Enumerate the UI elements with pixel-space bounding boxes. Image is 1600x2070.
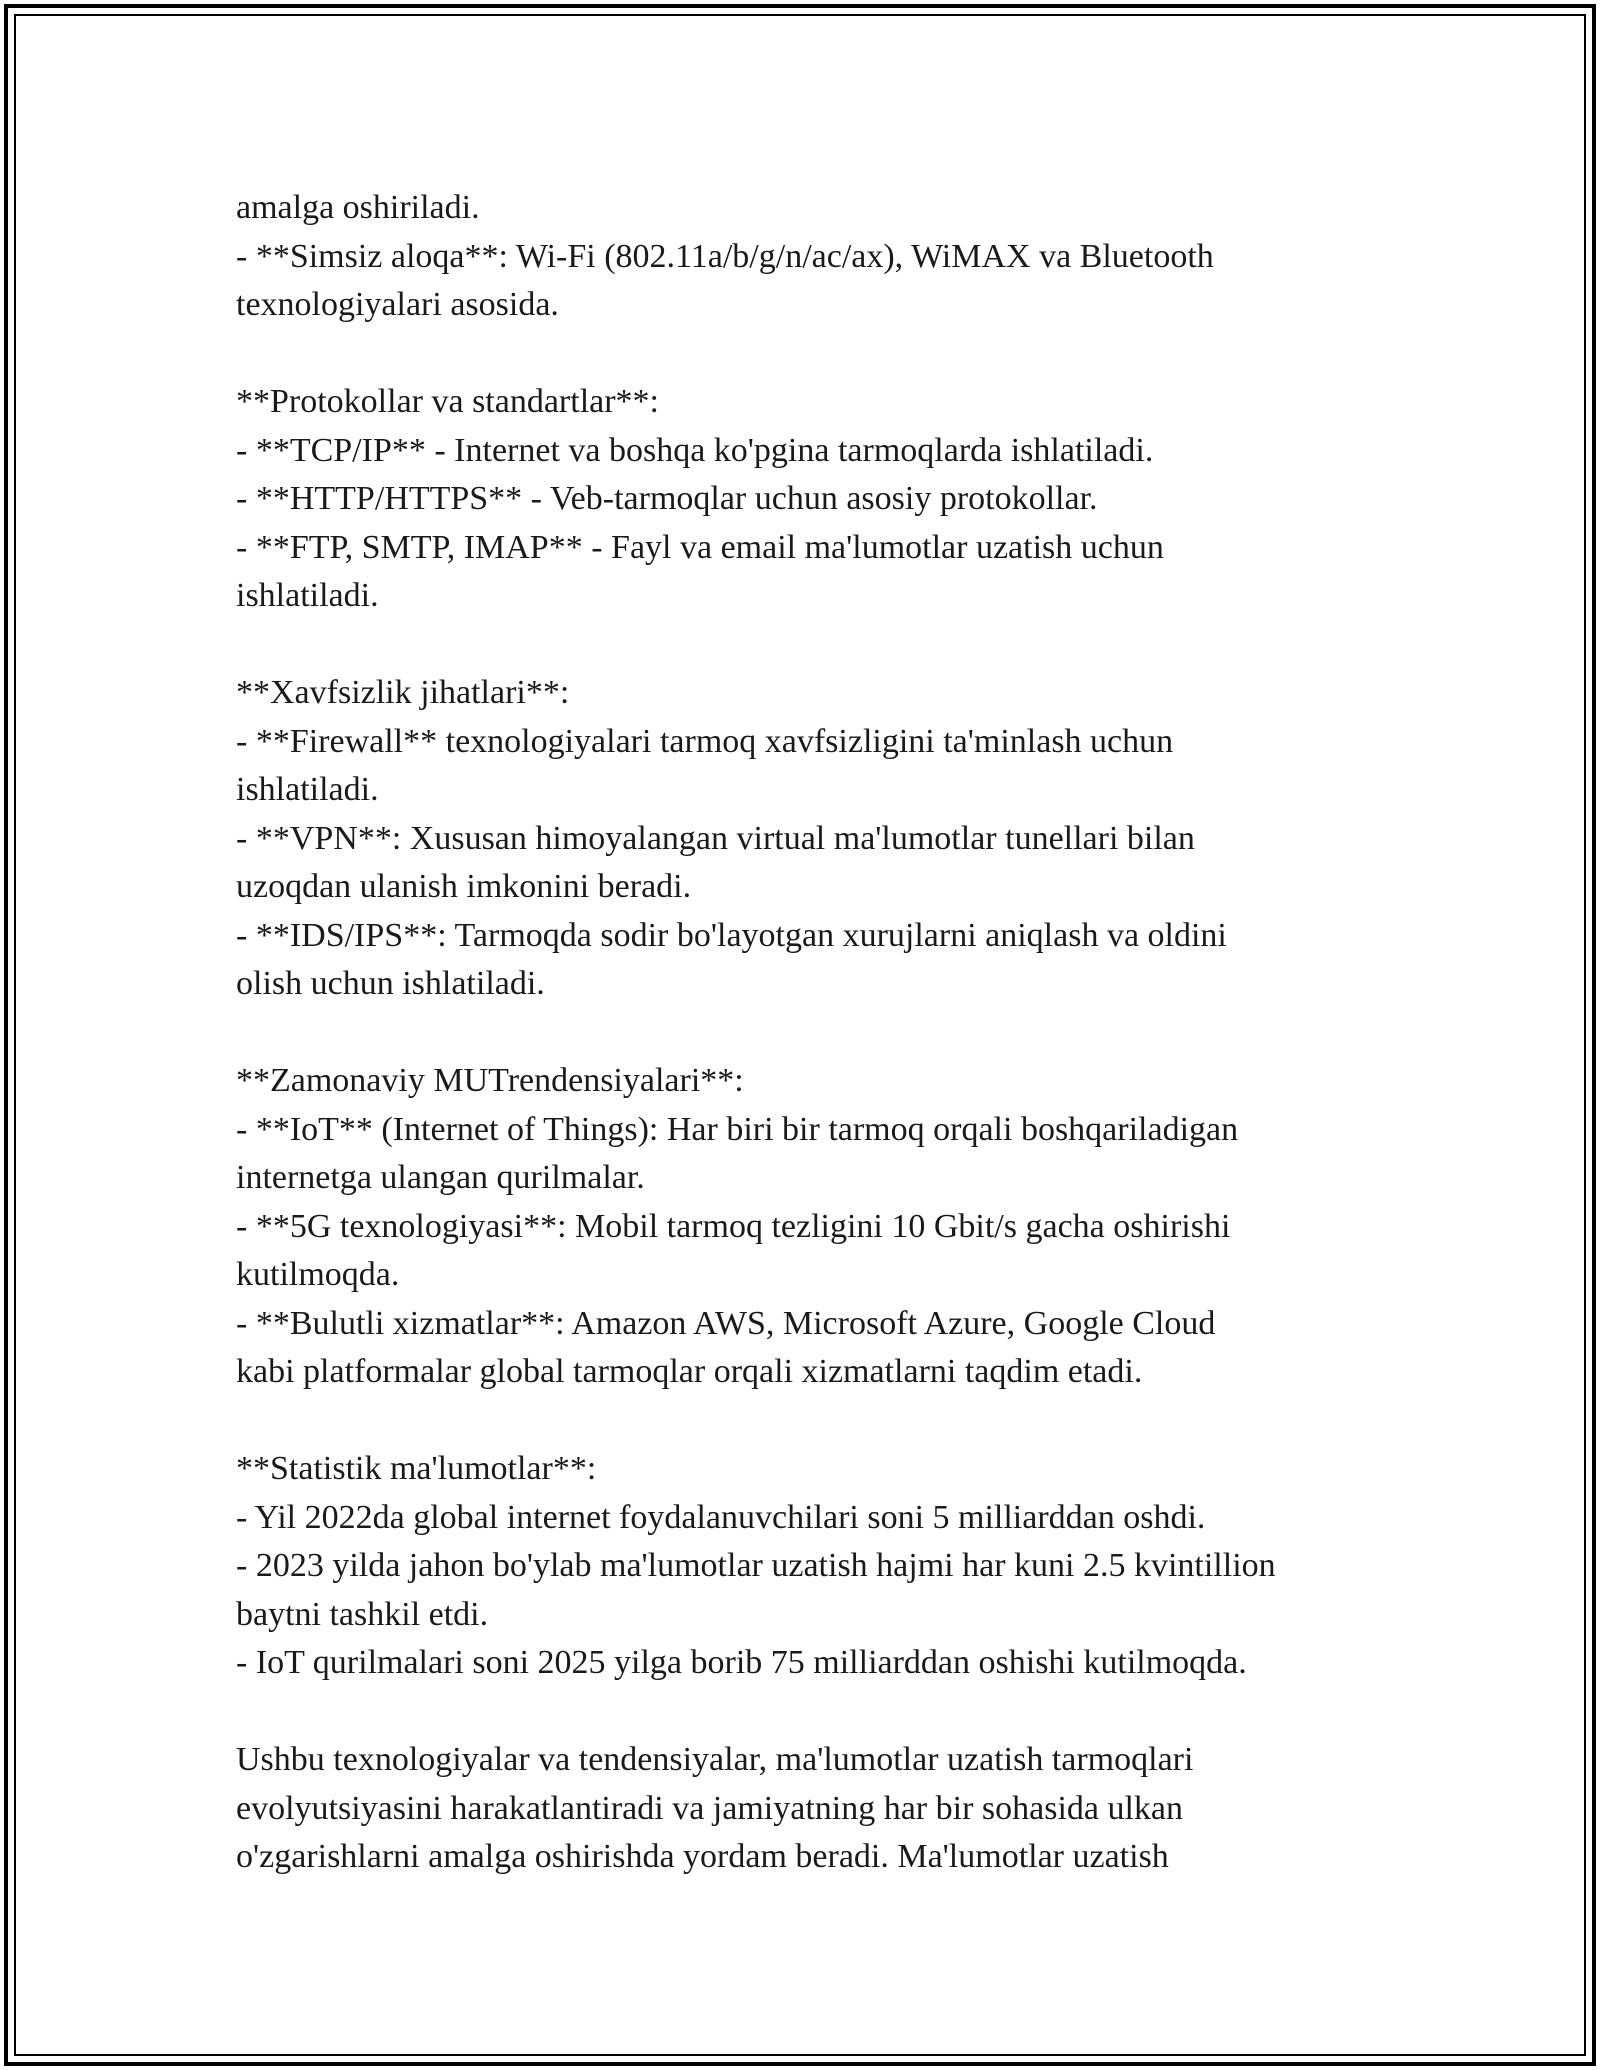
text-line: - Yil 2022da global internet foydalanuvchilari soni 5 milliarddan oshdi. bbox=[236, 1498, 1206, 1536]
paragraph-gap bbox=[236, 330, 1386, 379]
text-line: - **Firewall** texnologiyalari tarmoq xavfsizligini ta'minlash uchun bbox=[236, 722, 1174, 760]
text-line: **Statistik ma'lumotlar**: bbox=[236, 1450, 597, 1487]
text-line: o'zgarishlarni amalga oshirishda yordam beradi. Ma'lumotlar uzatish bbox=[236, 1838, 1169, 1875]
text-line: **Xavfsizlik jihatlari**: bbox=[236, 674, 570, 711]
text-line: - **HTTP/HTTPS** - Veb-tarmoqlar uchun asosiy protokollar. bbox=[236, 480, 1098, 517]
text-line: ishlatiladi. bbox=[236, 577, 379, 614]
text-line: - **FTP, SMTP, IMAP** - Fayl va email ma'lumotlar uzatish uchun bbox=[236, 528, 1164, 566]
text-line: - **5G texnologiyasi**: Mobil tarmoq tezligini 10 Gbit/s gacha oshirishi bbox=[236, 1207, 1231, 1245]
text-line: internetga ulangan qurilmalar. bbox=[236, 1159, 645, 1196]
paragraph-gap bbox=[236, 1397, 1386, 1446]
text-line: - **TCP/IP** - Internet va boshqa ko'pgina tarmoqlarda ishlatiladi. bbox=[236, 431, 1154, 469]
text-line: baytni tashkil etdi. bbox=[236, 1595, 489, 1633]
paragraph-gap bbox=[236, 1009, 1386, 1058]
document-body bbox=[236, 184, 1386, 1882]
text-line: kabi platformalar global tarmoqlar orqali xizmatlarni taqdim etadi. bbox=[236, 1353, 1143, 1390]
text-line: olish uchun ishlatiladi. bbox=[236, 965, 545, 1002]
text-line: - **IoT** (Internet of Things): Har biri bir tarmoq orqali boshqariladigan bbox=[236, 1110, 1239, 1148]
text-line: uzoqdan ulanish imkonini beradi. bbox=[236, 868, 692, 905]
text-line: - **VPN**: Xususan himoyalangan virtual ma'lumotlar tunellari bilan bbox=[236, 819, 1195, 857]
text-line: **Zamonaviy MUTrendensiyalari**: bbox=[236, 1062, 744, 1099]
text-line: kutilmoqda. bbox=[236, 1256, 400, 1293]
text-line: - **Simsiz aloqa**: Wi-Fi (802.11a/b/g/n/ac/ax), WiMAX va Bluetooth bbox=[236, 237, 1214, 275]
text-line: **Protokollar va standartlar**: bbox=[236, 383, 660, 420]
text-line: ishlatiladi. bbox=[236, 771, 379, 808]
text-line: evolyutsiyasini harakatlantiradi va jamiyatning har bir sohasida ulkan bbox=[236, 1789, 1184, 1827]
text-line: - **IDS/IPS**: Tarmoqda sodir bo'layotgan xurujlarni aniqlash va oldini bbox=[236, 916, 1227, 954]
text-line: - **Bulutli xizmatlar**: Amazon AWS, Microsoft Azure, Google Cloud bbox=[236, 1304, 1216, 1342]
text-line: - IoT qurilmalari soni 2025 yilga borib 75 milliarddan oshishi kutilmoqda. bbox=[236, 1644, 1247, 1681]
text-line: - 2023 yilda jahon bo'ylab ma'lumotlar uzatish hajmi har kuni 2.5 kvintillion bbox=[236, 1547, 1276, 1584]
paragraph-gap bbox=[236, 1688, 1386, 1737]
text-line: texnologiyalari asosida. bbox=[236, 286, 559, 323]
paragraph-gap bbox=[236, 621, 1386, 670]
text-line: Ushbu texnologiyalar va tendensiyalar, ma'lumotlar uzatish tarmoqlari bbox=[236, 1741, 1194, 1778]
text-line: amalga oshiriladi. bbox=[236, 189, 480, 226]
